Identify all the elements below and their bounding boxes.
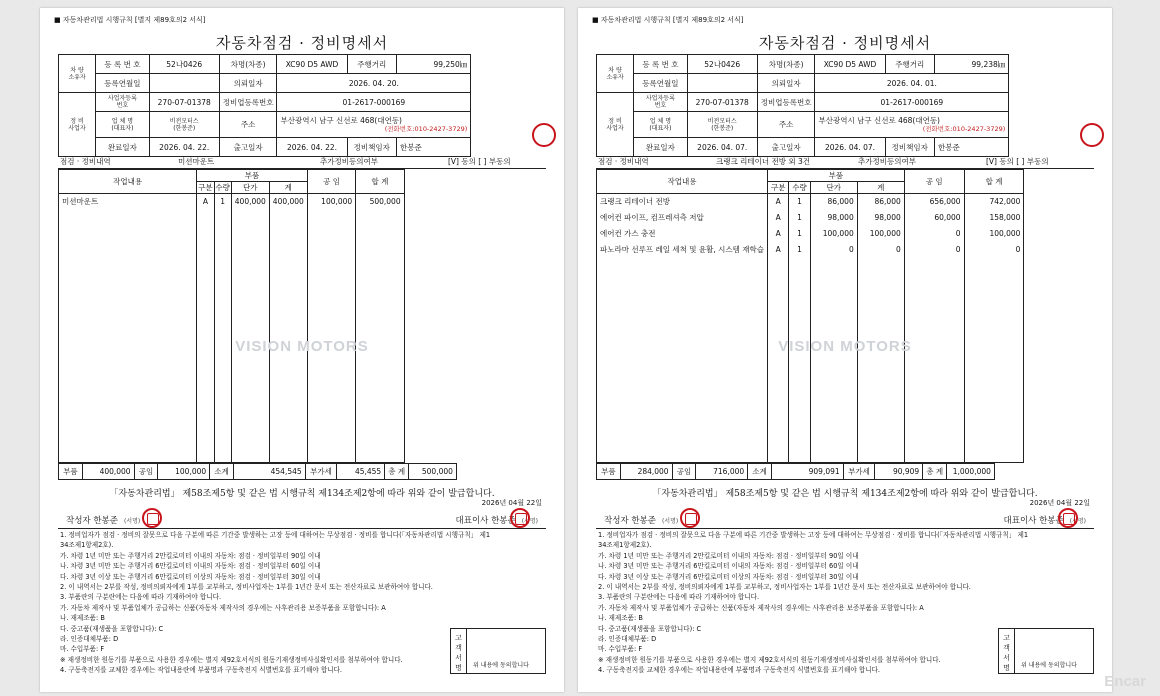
note-line: 2. 이 내역서는 2부를 작성, 정비의뢰자에게 1부를 교부하고, 정비사업자는 1부를 1년간 문서 또는 전산자료로 보관하여야 합니다.	[60, 583, 433, 592]
grand-total-label: 총 계	[385, 464, 409, 480]
detail-summary: 크랭크 리테이너 전방 외 3건	[716, 157, 811, 166]
reg-no-label: 등 록 번 호	[96, 55, 150, 74]
item-sum: 0	[857, 242, 904, 258]
filler-cell	[789, 258, 810, 463]
item-sum: 98,000	[857, 210, 904, 226]
shop-label: 정 비 사업자	[597, 93, 634, 157]
reg-date-label: 등록연월일	[634, 74, 688, 93]
table-row	[597, 242, 1024, 258]
note-line: 다. 중고품(재생품을 포함합니다): C	[60, 624, 164, 633]
item-work: 에어컨 가스 충전	[597, 226, 768, 242]
company-seal-icon	[532, 123, 556, 147]
reg-date-value	[149, 74, 219, 93]
qty-header: 수량	[215, 183, 230, 192]
item-labor: 656,000	[904, 194, 964, 210]
note-line: 2. 이 내역서는 2부를 작성, 정비의뢰자에게 1부를 교부하고, 정비사업자는 1부를 1년간 문서 또는 전산자료로 보관하여야 합니다.	[598, 583, 971, 592]
request-date-value: 2026. 04. 01.	[815, 74, 1009, 93]
table-row	[597, 210, 1024, 226]
customer-sign-label: 고 객 서 명	[999, 629, 1015, 673]
customer-signature-box[interactable]	[998, 628, 1094, 674]
labor-header: 공 임	[307, 170, 355, 194]
note-line: ※ 재생정비한 원동기를 부품으로 사용한 경우에는 별지 제92호서식의 원동기재생정비사실확인서를 첨부하여야 합니다.	[60, 655, 403, 664]
item-sum: 400,000	[269, 194, 307, 210]
filler-cell	[197, 210, 214, 463]
item-sum: 86,000	[857, 194, 904, 210]
note-line: ※ 재생정비한 원동기를 부품으로 사용한 경우에는 별지 제92호서식의 원동기재생정비사실확인서를 첨부하여야 합니다.	[598, 655, 941, 664]
note-line: 34조제1항제2호).	[598, 541, 652, 550]
item-labor: 0	[904, 226, 964, 242]
table-row	[597, 226, 1024, 242]
subtotal-label: 소계	[748, 464, 772, 480]
note-line: 나. 차령 3년 미만 또는 주행거리 6만킬로미터 이내의 자동차: 점검 · 정비일부터 60일 이내	[60, 562, 321, 571]
vehicle-shop-info-table	[58, 54, 471, 157]
done-date-label: 완료일자	[634, 138, 688, 157]
writer-sign-mark: (서명)	[123, 518, 141, 525]
item-type: A	[768, 194, 789, 210]
detail-summary: 미션마운트	[178, 157, 215, 166]
parts-header: 부품	[197, 170, 308, 182]
corner-watermark: Encar	[1104, 673, 1146, 690]
document-title: 자동차점검 · 정비명세서	[215, 34, 389, 52]
done-date-value: 2026. 04. 07.	[687, 138, 757, 157]
vat-value: 90,909	[875, 464, 923, 480]
item-sum: 100,000	[857, 226, 904, 242]
subtotal-value: 909,091	[772, 464, 844, 480]
biz-no-label: 사업자등록 번호	[634, 93, 688, 112]
customer-sign-label: 고 객 서 명	[451, 629, 467, 673]
rep-sign-mark: (서명)	[521, 518, 538, 525]
biz-no-value: 270-07-01378	[687, 93, 757, 112]
rep-sign-mark: (서명)	[1069, 518, 1086, 525]
item-total: 0	[964, 242, 1024, 258]
vat-label: 부가세	[305, 464, 337, 480]
item-work: 에어컨 파이프, 컴프레셔측 저압	[597, 210, 768, 226]
filler-cell	[857, 258, 904, 463]
model-label: 차명(차종)	[219, 55, 277, 74]
shop-reg-no-value: 01-2617-000169	[815, 93, 1009, 112]
item-total: 158,000	[964, 210, 1024, 226]
done-date-label: 완료일자	[96, 138, 150, 157]
mileage-value: 99,238㎞	[935, 55, 1009, 74]
model-value: XC90 D5 AWD	[277, 55, 347, 74]
unit-header: 단가	[231, 182, 269, 194]
company-value: 비전모터스 (한봉준)	[687, 112, 757, 138]
note-line: 마. 수입부품: F	[598, 645, 643, 654]
form-label: ■ 자동차관리법 시행규칙 [별지 제89호의2 서식]	[592, 16, 744, 24]
responsible-value: 한봉준	[935, 138, 1009, 157]
certification-text: 「자동차관리법」 제58조제5항 및 같은 법 시행규칙 제134조제2항에 따라 위와 같이 발급합니다.	[652, 489, 1038, 499]
table-filler-row	[59, 210, 405, 463]
out-date-label: 출고일자	[757, 138, 815, 157]
request-date-label: 의뢰일자	[757, 74, 815, 93]
responsible-label: 정비책임자	[885, 138, 934, 157]
item-unit: 0	[810, 242, 857, 258]
shop-reg-no-value: 01-2617-000169	[277, 93, 471, 112]
address-label: 주소	[219, 112, 277, 138]
item-work: 크랭크 리테이너 전방	[597, 194, 768, 210]
address-value: 부산광역시 남구 신선로 468(대연동)	[818, 115, 940, 125]
note-line: 3. 부품란의 구분란에는 다음에 따라 기재하여야 합니다.	[60, 593, 222, 602]
shop-reg-no-label: 정비업등록번호	[219, 93, 277, 112]
form-label: ■ 자동차관리법 시행규칙 [별지 제89호의2 서식]	[54, 16, 206, 24]
note-line: 1. 정비업자가 점검 · 정비의 잘못으로 다음 구분에 따른 기간중 발생하는 고장 등에 대하여는 무상점검 · 정비를 합니다(「자동차관리법 시행규칙」 제1	[598, 531, 1029, 539]
work-header: 작업내용	[597, 170, 768, 194]
request-date-value: 2026. 04. 20.	[277, 74, 471, 93]
sum-header: 계	[857, 182, 904, 194]
responsible-value: 한봉준	[397, 138, 471, 157]
labor-header: 공 임	[904, 170, 964, 194]
out-date-label: 출고일자	[219, 138, 277, 157]
filler-cell	[356, 210, 404, 463]
company-seal-icon	[1080, 123, 1104, 147]
total-header: 합 계	[356, 170, 404, 194]
item-total: 500,000	[356, 194, 404, 210]
certification-text: 「자동차관리법」 제58조제5항 및 같은 법 시행규칙 제134조제2항에 따라 위와 같이 발급합니다.	[109, 489, 495, 499]
shop-reg-no-label: 정비업등록번호	[757, 93, 815, 112]
note-line: 마. 수입부품: F	[60, 645, 105, 654]
writer-signature	[66, 514, 140, 526]
note-line: 다. 차령 3년 이상 또는 주행거리 6만킬로미터 이상의 자동차: 점검 · 정비일부터 30일 이내	[60, 572, 321, 581]
item-qty: 1	[214, 194, 231, 210]
request-date-label: 의뢰일자	[219, 74, 277, 93]
rep-name: 대표이사 한봉준	[1003, 516, 1064, 526]
filler-cell	[231, 210, 269, 463]
table-filler-row	[597, 258, 1024, 463]
total-parts-label: 부품	[597, 464, 621, 480]
company-label: 업 체 명 (대표자)	[634, 112, 688, 138]
vat-value: 45,455	[337, 464, 385, 480]
additional-label: 추가정비등의여부	[858, 157, 916, 166]
item-labor: 60,000	[904, 210, 964, 226]
unit-header: 단가	[810, 182, 857, 194]
writer-seal-icon	[680, 508, 700, 528]
total-labor-label: 공임	[672, 464, 696, 480]
filler-cell	[269, 210, 307, 463]
total-parts-value: 400,000	[82, 464, 134, 480]
sum-header: 계	[269, 182, 307, 194]
type-header: 구분	[768, 182, 789, 194]
filler-cell	[214, 210, 231, 463]
item-type: A	[197, 194, 214, 210]
total-parts-value: 284,000	[620, 464, 672, 480]
company-value: 비전모터스 (한봉준)	[149, 112, 219, 138]
address-cell	[815, 112, 1009, 138]
item-total: 742,000	[964, 194, 1024, 210]
note-line: 1. 정비업자가 점검 · 정비의 잘못으로 다음 구분에 따른 기간중 발생하는 고장 등에 대하여는 무상점검 · 정비를 합니다(「자동차관리법 시행규칙」 제1	[60, 531, 491, 539]
work-items-table	[596, 169, 1024, 463]
address-label: 주소	[757, 112, 815, 138]
item-total: 100,000	[964, 226, 1024, 242]
owner-label: 차 량 소유자	[59, 55, 96, 93]
total-labor-value: 716,000	[696, 464, 748, 480]
filler-cell	[964, 258, 1024, 463]
detail-line	[596, 154, 1094, 169]
biz-no-value: 270-07-01378	[149, 93, 219, 112]
filler-cell	[307, 210, 355, 463]
subtotal-label: 소계	[210, 464, 234, 480]
grand-total-value: 1,000,000	[947, 464, 995, 480]
model-value: XC90 D5 AWD	[815, 55, 885, 74]
item-qty: 1	[789, 210, 810, 226]
reg-no-value: 52나0426	[149, 55, 219, 74]
total-header: 합 계	[964, 170, 1024, 194]
note-line: 3. 부품란의 구분란에는 다음에 따라 기재하여야 합니다.	[598, 593, 760, 602]
done-date-value: 2026. 04. 22.	[149, 138, 219, 157]
note-line: 다. 중고품(재생품을 포함합니다): C	[598, 624, 702, 633]
address-value: 부산광역시 남구 신선로 468(대연동)	[280, 115, 402, 125]
filler-cell	[768, 258, 789, 463]
company-label: 업 체 명 (대표자)	[96, 112, 150, 138]
item-qty: 1	[789, 242, 810, 258]
item-unit: 100,000	[810, 226, 857, 242]
qty-header: 수량	[789, 182, 810, 194]
responsible-label: 정비책임자	[347, 138, 396, 157]
item-type: A	[768, 210, 789, 226]
grand-total-value: 500,000	[409, 464, 457, 480]
total-labor-value: 100,000	[158, 464, 210, 480]
parts-header: 부품	[768, 170, 905, 182]
item-qty: 1	[789, 194, 810, 210]
item-type: A	[768, 226, 789, 242]
agree-checkbox: [V] 동의 [ ] 부동의	[448, 157, 511, 166]
issue-date: 2026년 04월 22일	[481, 499, 542, 507]
mileage-label: 주행거리	[885, 55, 934, 74]
note-line: 나. 차령 3년 미만 또는 주행거리 6만킬로미터 이내의 자동차: 점검 · 정비일부터 60일 이내	[598, 562, 859, 571]
shop-label: 정 비 사업자	[59, 93, 96, 157]
notes-section	[598, 530, 1038, 676]
note-line: 4. 구동축전지를 교체한 경우에는 작업내용란에 부품명과 구동축전지 식별번호를 표기해야 합니다.	[598, 666, 881, 675]
vision-motors-watermark: VISION MOTORS	[778, 338, 912, 355]
customer-agree-text: 위 내용에 동의합니다	[1021, 662, 1077, 669]
note-line: 라. 인증대체부품: D	[598, 635, 657, 644]
detail-line	[58, 154, 546, 169]
owner-label: 차 량 소유자	[597, 55, 634, 93]
divider	[596, 528, 1094, 529]
note-line: 34조제1항제2호).	[60, 541, 114, 550]
biz-no-label: 사업자등록 번호	[96, 93, 150, 112]
vat-label: 부가세	[843, 464, 875, 480]
divider	[58, 528, 546, 529]
note-line: 가. 자동차 제작사 및 부품업체가 공급하는 신품(자동차 제작사의 경우에는 사후관리용 보증부품을 포함합니다): A	[598, 603, 924, 612]
filler-cell	[59, 210, 197, 463]
rep-seal-icon	[510, 508, 530, 528]
work-items-table	[58, 169, 405, 463]
additional-label: 추가정비등의여부	[320, 157, 378, 166]
note-line: 가. 차령 1년 미만 또는 주행거리 2만킬로미터 이내의 자동차: 점검 · 정비일부터 90일 이내	[60, 551, 321, 560]
reg-no-label: 등 록 번 호	[634, 55, 688, 74]
item-work: 미션마운트	[59, 194, 197, 210]
item-unit: 98,000	[810, 210, 857, 226]
totals-table	[596, 463, 995, 480]
detail-label: 점검 · 정비내역	[598, 157, 649, 166]
reg-date-value	[687, 74, 757, 93]
table-row	[597, 194, 1024, 210]
total-parts-label: 부품	[59, 464, 83, 480]
item-unit: 400,000	[231, 194, 269, 210]
table-row	[59, 194, 405, 210]
detail-label: 점검 · 정비내역	[60, 157, 111, 166]
inspection-statement-page	[578, 8, 1112, 692]
writer-signature	[604, 514, 678, 526]
inspection-statement-page	[40, 8, 564, 692]
phone-value: (전화번호:010-2427-3729)	[922, 124, 1006, 133]
rep-name: 대표이사 한봉준	[455, 516, 516, 526]
writer-name: 작성자 한봉준	[604, 516, 656, 526]
mileage-value: 99,250㎞	[397, 55, 471, 74]
filler-cell	[904, 258, 964, 463]
note-line: 4. 구동축전지를 교체한 경우에는 작업내용란에 부품명과 구동축전지 식별번호를 표기해야 합니다.	[60, 666, 343, 675]
grand-total-label: 총 계	[923, 464, 947, 480]
note-line: 가. 자동차 제작사 및 부품업체가 공급하는 신품(자동차 제작사의 경우에는 사후관리용 보증부품을 포함합니다): A	[60, 603, 386, 612]
item-qty: 1	[789, 226, 810, 242]
item-labor: 0	[904, 242, 964, 258]
item-unit: 86,000	[810, 194, 857, 210]
rep-seal-icon	[1058, 508, 1078, 528]
note-line: 라. 인증대체부품: D	[60, 635, 119, 644]
writer-seal-icon	[142, 508, 162, 528]
item-labor: 100,000	[307, 194, 355, 210]
filler-cell	[810, 258, 857, 463]
customer-agree-text: 위 내용에 동의합니다	[473, 662, 529, 669]
total-labor-label: 공임	[134, 464, 158, 480]
notes-section	[60, 530, 500, 676]
writer-name: 작성자 한봉준	[66, 516, 118, 526]
agree-checkbox: [V] 동의 [ ] 부동의	[986, 157, 1049, 166]
filler-cell	[597, 258, 768, 463]
reg-no-value: 52나0426	[687, 55, 757, 74]
vehicle-shop-info-table	[596, 54, 1009, 157]
type-header: 구분	[198, 183, 213, 192]
item-work: 파노라마 선루프 레일 세척 및 윤활, 시스템 재학습	[597, 242, 768, 258]
out-date-value: 2026. 04. 22.	[277, 138, 347, 157]
out-date-value: 2026. 04. 07.	[815, 138, 885, 157]
model-label: 차명(차종)	[757, 55, 815, 74]
note-line: 가. 차령 1년 미만 또는 주행거리 2만킬로미터 이내의 자동차: 점검 · 정비일부터 90일 이내	[598, 551, 859, 560]
work-header: 작업내용	[59, 170, 197, 194]
note-line: 다. 차령 3년 이상 또는 주행거리 6만킬로미터 이상의 자동차: 점검 · 정비일부터 30일 이내	[598, 572, 859, 581]
document-title: 자동차점검 · 정비명세서	[758, 34, 932, 52]
totals-table	[58, 463, 457, 480]
phone-value: (전화번호:010-2427-3729)	[384, 124, 468, 133]
reg-date-label: 등록연월일	[96, 74, 150, 93]
writer-sign-mark: (서명)	[661, 518, 679, 525]
issue-date: 2026년 04월 22일	[1029, 499, 1090, 507]
item-type: A	[768, 242, 789, 258]
note-line: 나. 재제조품: B	[60, 614, 105, 623]
address-cell	[277, 112, 471, 138]
customer-signature-box[interactable]	[450, 628, 546, 674]
mileage-label: 주행거리	[347, 55, 396, 74]
subtotal-value: 454,545	[234, 464, 306, 480]
vision-motors-watermark: VISION MOTORS	[235, 338, 369, 355]
note-line: 나. 재제조품: B	[598, 614, 643, 623]
